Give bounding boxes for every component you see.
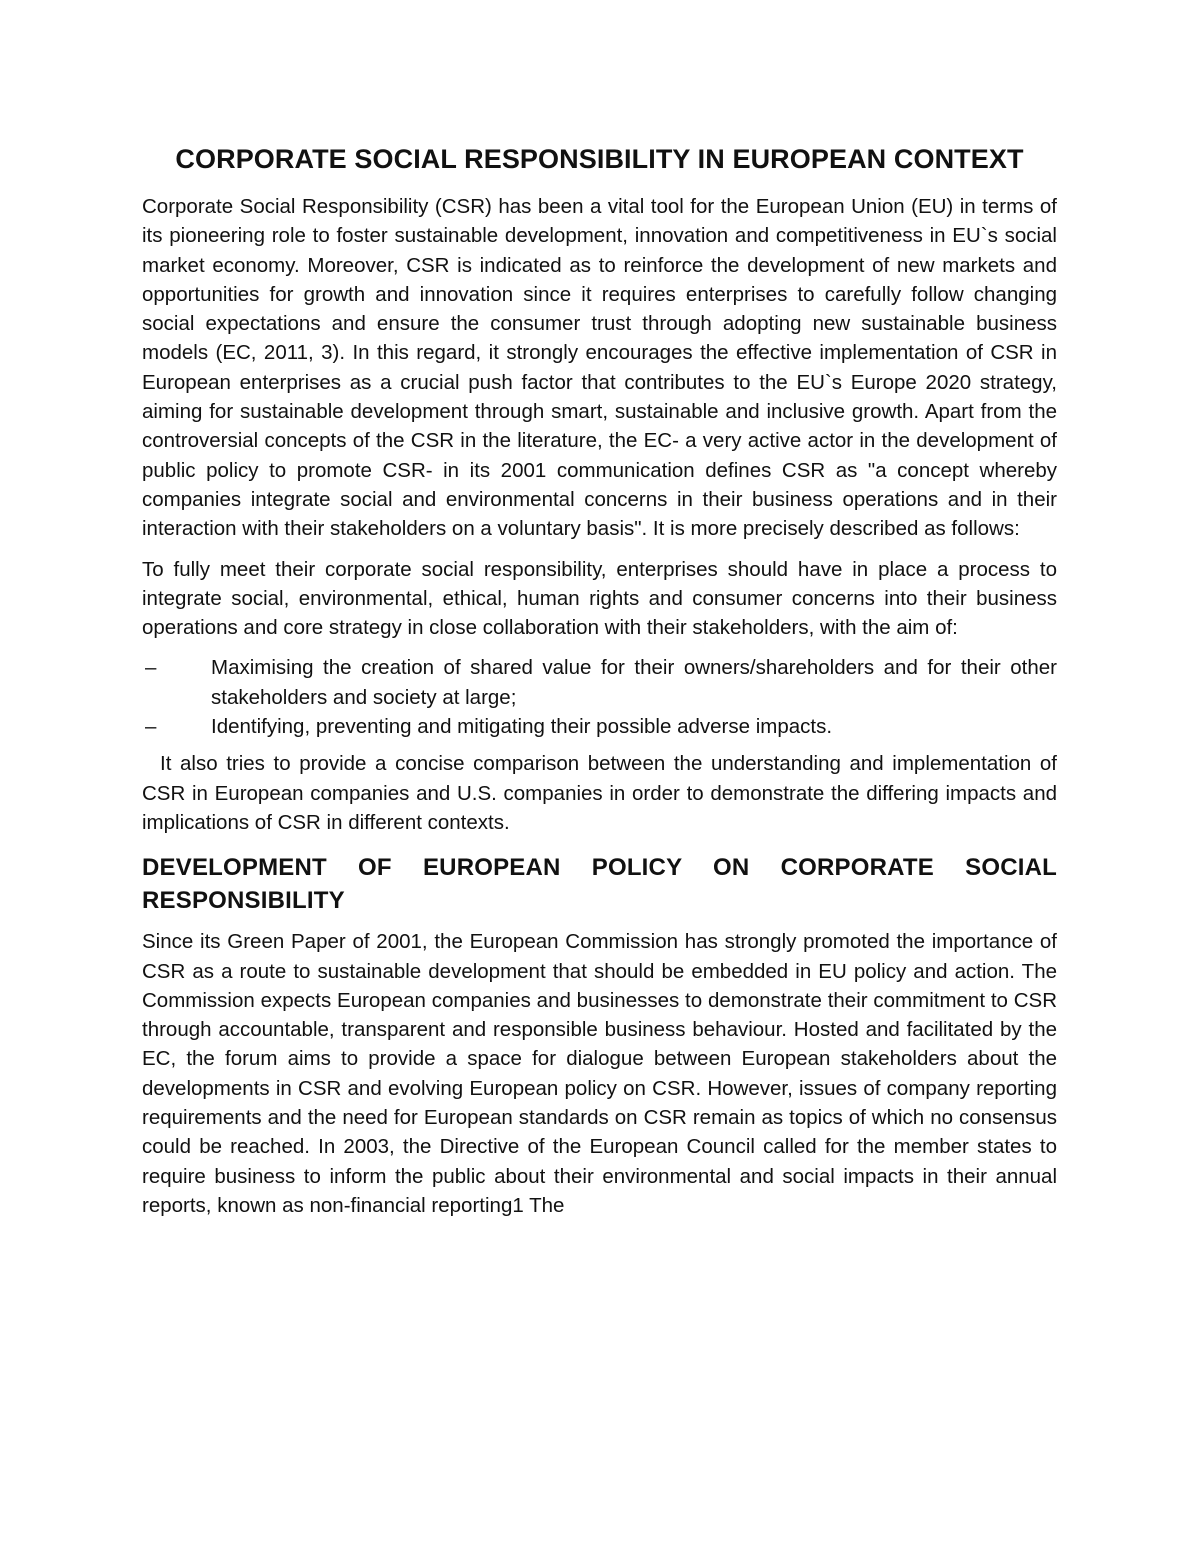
bullet-text: Identifying, preventing and mitigating their possible adverse impacts. [211,715,833,739]
bullet-dash: – [145,656,157,680]
section-heading: DEVELOPMENT OF EUROPEAN POLICY ON CORPORATE SOCIAL RESPONSIBILITY [142,854,1057,915]
paragraph-csr-intro: Corporate Social Responsibility (CSR) has been a vital tool for the European Union (EU) in terms of its pioneering role to foster sustainable development, innovation and competitiveness in EU`s social market economy. Moreover, CSR is indicated as to reinforce the development of new markets and opportunities for growth and innovation since it requires enterprises to carefully follow changing social expectations and ensure the consumer trust through adopting new sustainable business models (EC, 2011, 3). In this regard, it strongly encourages the effective implementation of CSR in European enterprises as a crucial push factor that contributes to the EU`s Europe 2020 strategy, aiming for sustainable development through smart, sustainable and inclusive growth. Apart from the controversial concepts of the CSR in the literature, the EC- a very active actor in the development of public policy to promote CSR- in its 2001 communication defines CSR as "a concept whereby companies integrate social and environmental concerns in their business operations and in their interaction with their stakeholders on a voluntary basis". It is more precisely described as follows: [142,195,1057,541]
document-page [142,140,1057,1231]
paragraph-csr-definition: To fully meet their corporate social responsibility, enterprises should have in place a process to integrate social, environmental, ethical, human rights and consumer concerns into their business operations and core strategy in close collaboration with their stakeholders, with the aim of: [142,557,1057,640]
bullet-text: Maximising the creation of shared value for their owners/shareholders and for their other stakeholders and society at large; [211,656,1057,709]
document-title: CORPORATE SOCIAL RESPONSIBILITY IN EUROPEAN CONTEXT [175,144,1024,174]
bullet-dash: – [145,715,157,739]
bullet-item [142,653,1057,712]
bullet-item [142,712,1057,741]
paragraph-policy-development: Since its Green Paper of 2001, the European Commission has strongly promoted the importance of CSR as a route to sustainable development that should be embedded in EU policy and action. The Commission expects European companies and businesses to demonstrate their commitment to CSR through accountable, transparent and responsible business behaviour. Hosted and facilitated by the EC, the forum aims to provide a space for dialogue between European stakeholders about the developments in CSR and evolving European policy on CSR. However, issues of company reporting requirements and the need for European standards on CSR remain as topics of which no consensus could be reached. In 2003, the Directive of the European Council called for the member states to require business to inform the public about their environmental and social impacts in their annual reports, known as non-financial reporting1 The [142,930,1057,1217]
aim-bullet-list [142,653,1057,741]
paragraph-comparison: It also tries to provide a concise comparison between the understanding and implementation of CSR in European companies and U.S. companies in order to demonstrate the differing impacts and implications of CSR in different contexts. [142,752,1057,834]
